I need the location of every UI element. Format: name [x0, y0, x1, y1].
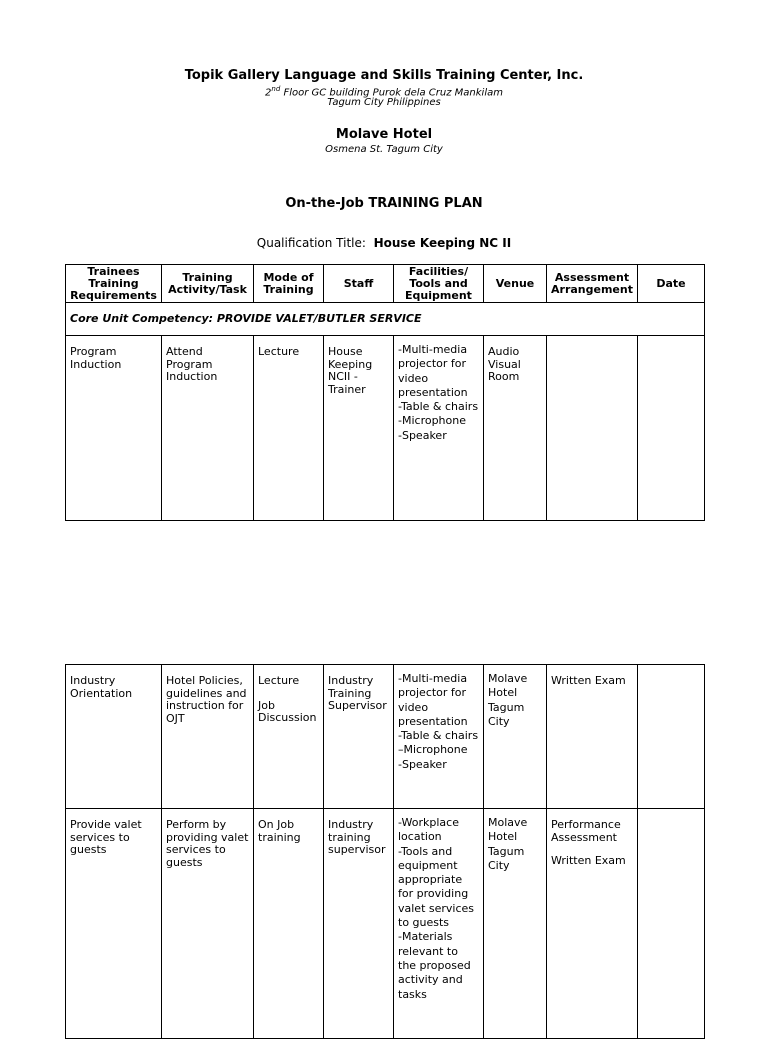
mode-cell: On Job training — [258, 818, 301, 844]
activity-cell: Attend Program Induction — [166, 345, 218, 383]
facilities-cell — [394, 336, 483, 447]
column-header: Staff — [324, 265, 394, 303]
column-header: Date — [638, 265, 705, 303]
staff-cell: Industry training supervisor — [328, 818, 386, 856]
table-header-row — [66, 265, 705, 303]
address-ordinal-suffix: nd — [271, 85, 281, 93]
qualification-value: House Keeping NC II — [373, 236, 512, 250]
activity-cell: Hotel Policies, guidelines and instruction for OJT — [166, 674, 247, 725]
organization-name: Topik Gallery Language and Skills Training Center, Inc. — [184, 68, 584, 83]
facilities-cell — [394, 809, 483, 1006]
date-cell — [638, 665, 704, 679]
facility-item: -Multi-media projector for video presentation — [398, 343, 468, 399]
assessment-cell — [547, 336, 637, 350]
facility-item: -Speaker — [398, 428, 447, 442]
assessment-cell: Written Exam — [551, 854, 626, 867]
date-cell — [638, 336, 704, 350]
mode-cell: Lecture — [258, 674, 300, 687]
column-header: Training Activity/Task — [162, 265, 254, 303]
mode-cell: Lecture — [258, 345, 300, 358]
core-unit-competency: Core Unit Competency: PROVIDE VALET/BUTLER SERVICE — [66, 303, 705, 336]
date-cell — [638, 809, 704, 823]
column-header: Venue — [484, 265, 547, 303]
column-header: Mode of Training — [254, 265, 324, 303]
activity-cell: Perform by providing valet services to guests — [166, 818, 249, 869]
requirement-cell: Industry Orientation — [70, 674, 133, 700]
qualification-label: Qualification Title: — [256, 236, 366, 250]
table-row — [66, 665, 705, 809]
table-row — [66, 809, 705, 1039]
facilities-cell — [394, 665, 483, 776]
requirement-cell: Provide valet services to guests — [70, 818, 142, 856]
facility-item: -Table & chairs — [398, 400, 479, 414]
facility-item: -Microphone — [398, 414, 466, 428]
address-ordinal: 2 — [265, 87, 272, 99]
facility-item: -Table & chairs — [398, 729, 479, 743]
venue-cell: Molave Hotel Tagum City — [488, 816, 528, 872]
table-row — [66, 336, 705, 521]
hotel-name: Molave Hotel — [335, 127, 433, 142]
column-header: Facilities/ Tools and Equipment — [394, 265, 484, 303]
plan-title: On-the-Job TRAINING PLAN — [285, 196, 483, 211]
mode-cell: Job Discussion — [258, 698, 317, 724]
qualification-title — [0, 236, 768, 250]
facility-item: -Multi-media projector for video presentation — [398, 672, 468, 728]
column-header: Assessment Arrangement — [547, 265, 638, 303]
facility-item: –Microphone — [398, 743, 468, 757]
training-plan-table-continued — [65, 664, 705, 1039]
venue-cell: Audio Visual Room — [488, 345, 521, 383]
facility-item: -Workplace location — [398, 816, 459, 844]
requirement-cell: Program Induction — [70, 345, 122, 371]
staff-cell: House Keeping NCII - Trainer — [328, 345, 373, 396]
assessment-cell: Written Exam — [551, 674, 626, 687]
facility-item: -Tools and equipment appropriate for providing valet services to guests — [398, 844, 475, 930]
organization-address-line2: Tagum City Philippines — [327, 97, 441, 108]
assessment-cell: Performance Assessment — [551, 818, 621, 844]
venue-cell: Molave Hotel Tagum City — [488, 672, 528, 728]
facility-item: -Speaker — [398, 757, 447, 771]
address-rest: Floor GC building Purok dela Cruz Mankilam — [280, 87, 503, 99]
training-plan-table — [65, 264, 705, 521]
core-unit-row — [66, 303, 705, 336]
facility-item: -Materials relevant to the proposed activity and tasks — [398, 930, 471, 1001]
staff-cell: Industry Training Supervisor — [328, 674, 387, 712]
hotel-address: Osmena St. Tagum City — [325, 144, 443, 155]
column-header: Trainees Training Requirements — [66, 265, 162, 303]
